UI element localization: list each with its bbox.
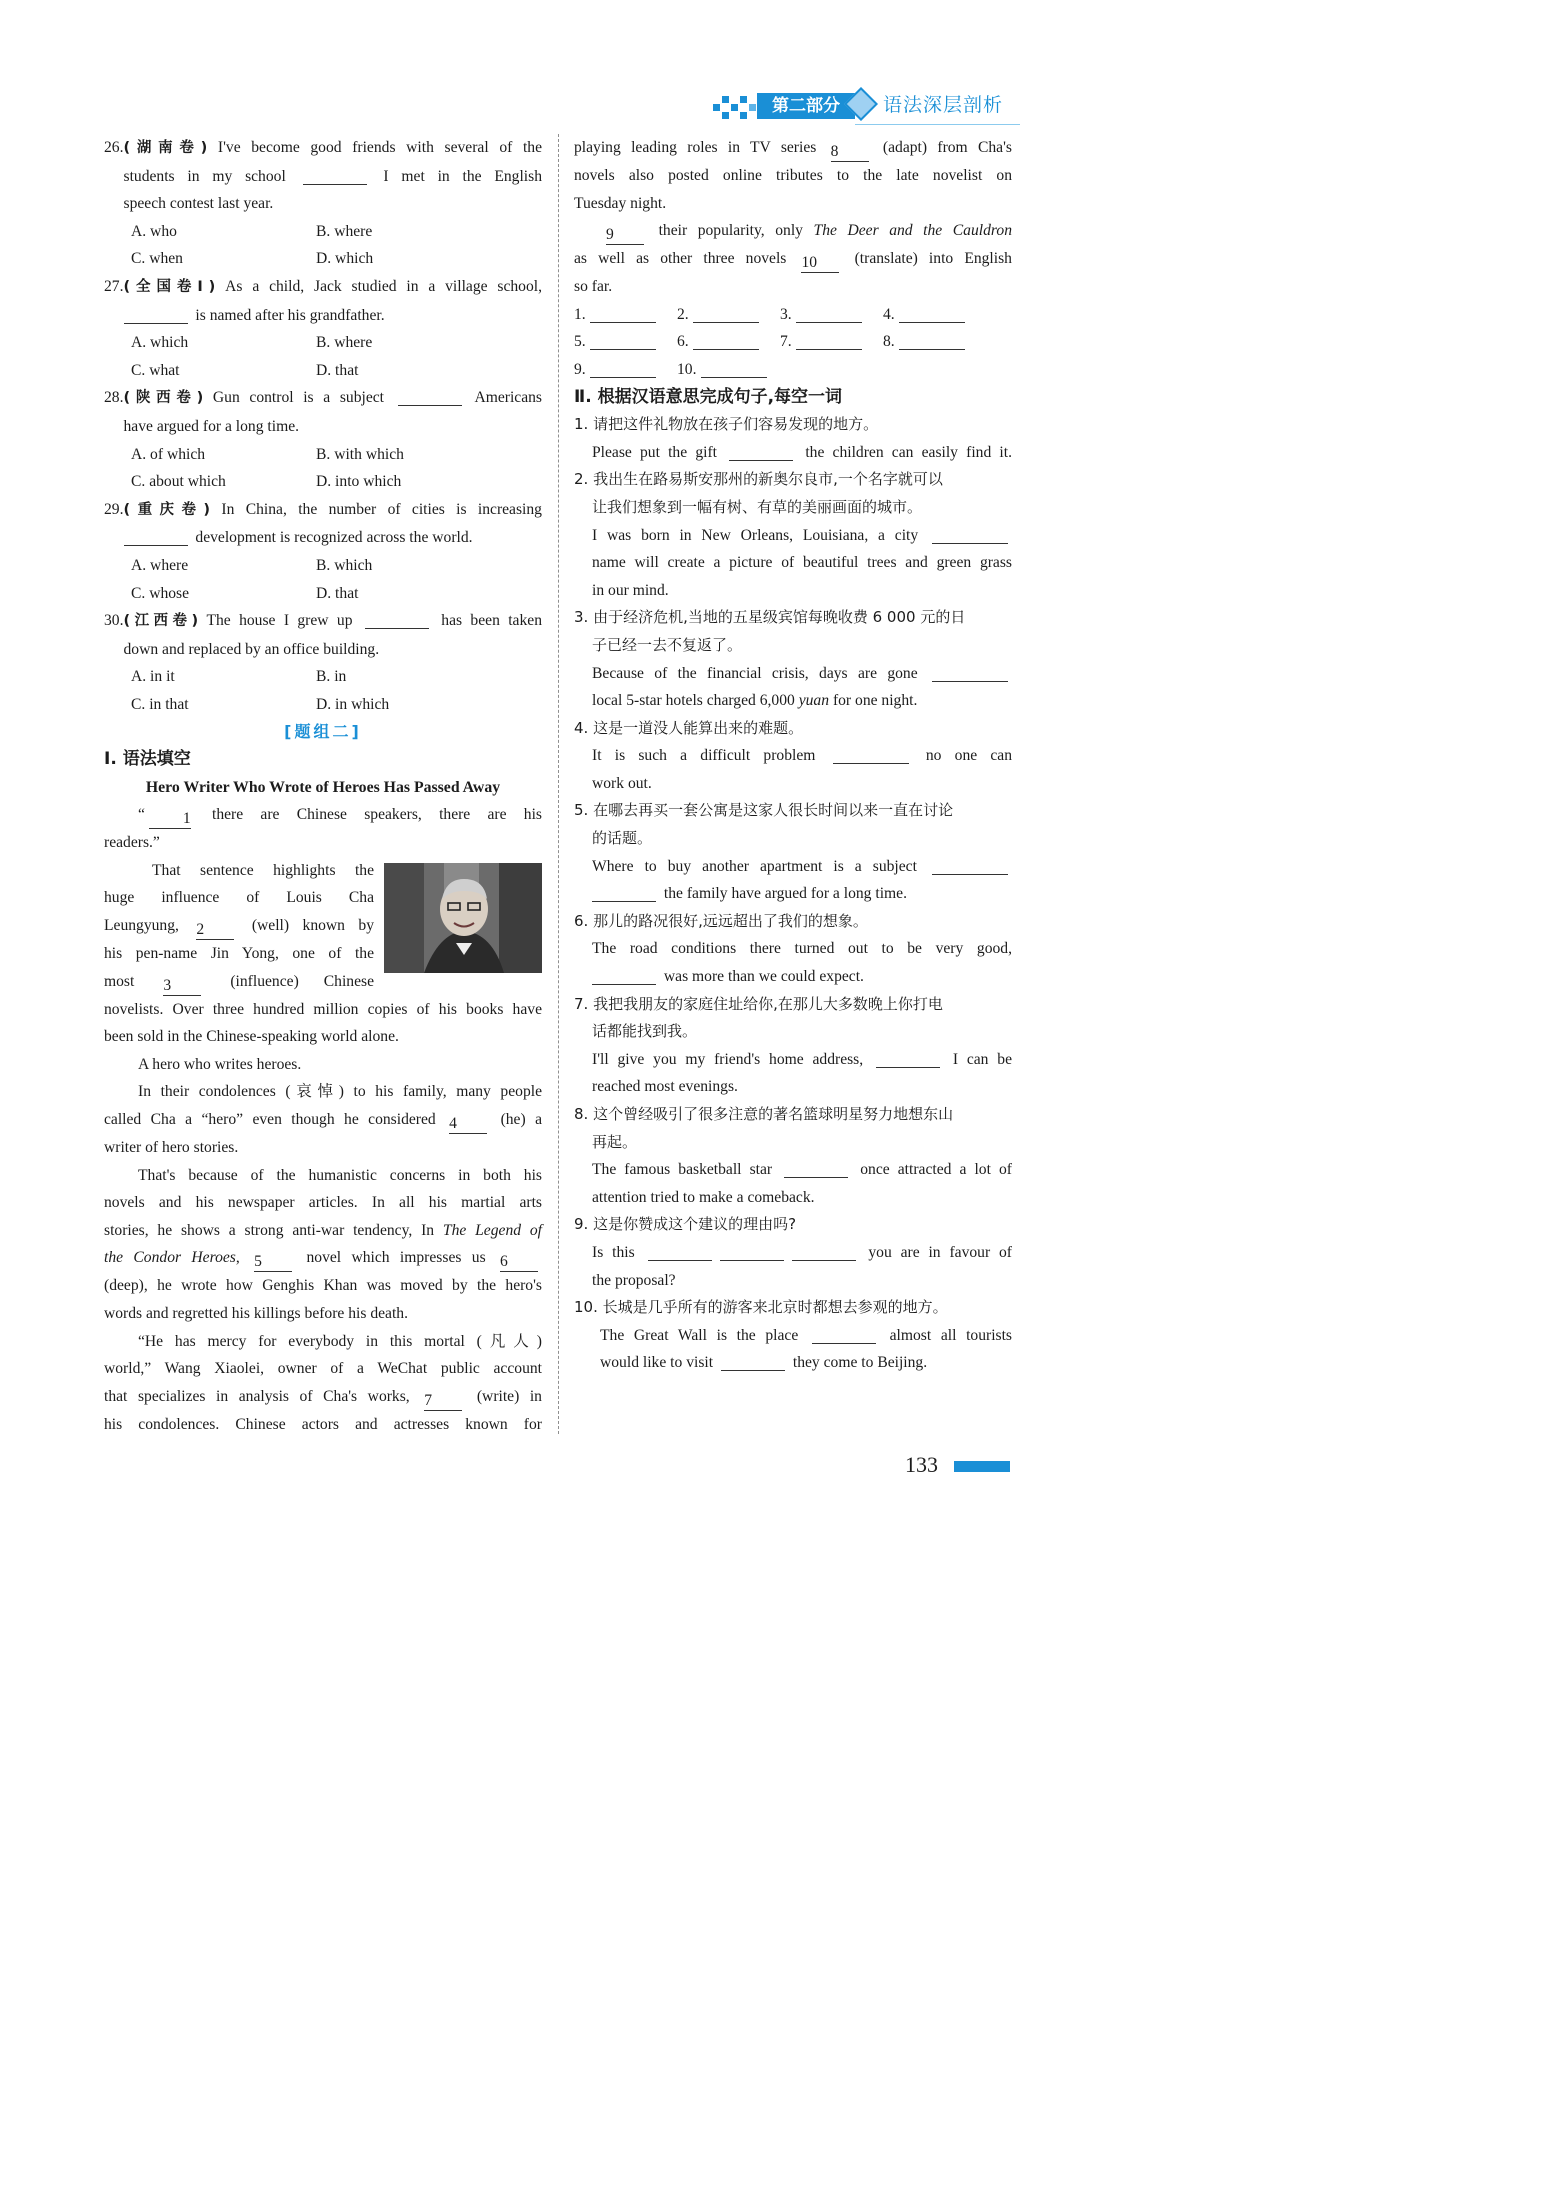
blank-number: 8 bbox=[830, 143, 839, 160]
pixel-squares-icon bbox=[713, 94, 761, 120]
sentence-text: the proposal? bbox=[592, 1271, 676, 1289]
question-text: has been taken bbox=[441, 612, 542, 630]
question-source: (湖南卷) bbox=[123, 140, 208, 156]
article-text: so far. bbox=[574, 278, 613, 296]
article-text: stories, he shows a strong anti-war tendency, In bbox=[104, 1221, 435, 1239]
sentence-text: work out. bbox=[592, 774, 652, 792]
question-text: students in my school bbox=[123, 167, 286, 185]
article-text: That sentence highlights the bbox=[152, 861, 374, 879]
article-text: “He has mercy for everybody in this mortal (凡人) bbox=[138, 1332, 542, 1350]
author-portrait-photo bbox=[384, 863, 542, 973]
sentence-text: once attracted a lot of bbox=[860, 1161, 1012, 1179]
answer-blank[interactable] bbox=[592, 966, 656, 985]
blank-number: 1 bbox=[182, 810, 191, 828]
article-text: (influence) Chinese bbox=[230, 972, 374, 990]
question-30 bbox=[104, 607, 542, 663]
article-text: That's because of the humanistic concerns in both his bbox=[138, 1166, 542, 1184]
answer-label: 9. bbox=[574, 360, 586, 378]
sentence-text: The road conditions there turned out to be very good, bbox=[592, 940, 1012, 958]
sentence-8-chinese: 8. 这个曾经吸引了很多注意的著名篮球明星努力地想东山 bbox=[574, 1105, 954, 1123]
sentence-text: no one can bbox=[925, 747, 1013, 765]
sentence-5-chinese: 5. 在哪去再买一套公寓是这家人很长时间以来一直在讨论 bbox=[574, 801, 954, 820]
answer-line[interactable] bbox=[590, 304, 656, 323]
answer-line[interactable] bbox=[796, 331, 862, 350]
sentence-text: Because of the financial crisis, days are gone bbox=[592, 664, 918, 682]
answer-line[interactable] bbox=[796, 304, 862, 323]
question-number: 30. bbox=[104, 612, 124, 630]
article-text: Tuesday night. bbox=[574, 194, 667, 212]
right-column bbox=[574, 134, 1012, 1377]
sentence-2-chinese: 2. 我出生在路易斯安那州的新奥尔良市,一个名字就可以 bbox=[574, 470, 943, 489]
blank-number: 2 bbox=[196, 921, 205, 939]
answer-label: 3. bbox=[780, 305, 792, 323]
book-title: The Deer and the Cauldron bbox=[813, 222, 1012, 240]
book-title: The Legend of bbox=[442, 1221, 542, 1239]
article-text: his condolences. Chinese actors and actresses known for bbox=[104, 1415, 542, 1433]
answer-blank[interactable] bbox=[365, 610, 429, 629]
sentence-10-chinese: 10. 长城是几乎所有的游客来北京时都想去参观的地方。 bbox=[574, 1298, 948, 1317]
answer-label: 6. bbox=[677, 333, 689, 351]
article-text: playing leading roles in TV series bbox=[574, 139, 817, 156]
answer-blank[interactable] bbox=[932, 856, 1008, 875]
option-b[interactable]: B. where bbox=[316, 334, 373, 352]
sentence-text: for one night. bbox=[832, 692, 918, 710]
option-d[interactable]: D. that bbox=[316, 584, 359, 602]
answer-label: 8. bbox=[883, 333, 895, 351]
header-part-label: 第二部分 bbox=[757, 93, 855, 119]
question-text: Americans bbox=[474, 389, 542, 407]
answer-blank-5[interactable] bbox=[254, 1253, 292, 1272]
option-a[interactable]: A. which bbox=[131, 334, 189, 352]
answer-blank[interactable] bbox=[721, 1352, 785, 1371]
article-paragraph-with-photo bbox=[104, 857, 542, 996]
option-a[interactable]: A. of which bbox=[131, 445, 206, 463]
article-text: huge influence of Louis Cha bbox=[104, 889, 374, 907]
answer-label: 1. bbox=[574, 305, 586, 323]
answer-blank[interactable] bbox=[592, 883, 656, 902]
question-27 bbox=[104, 273, 542, 329]
question-number: 26. bbox=[104, 139, 124, 156]
sentence-text: you are in favour of bbox=[868, 1243, 1012, 1261]
answer-line[interactable] bbox=[899, 331, 965, 350]
article-text: A hero who writes heroes. bbox=[138, 1055, 302, 1073]
article-text: (well) known by bbox=[251, 917, 375, 935]
sentence-2-chinese: 让我们想象到一幅有树、有草的美丽画面的城市。 bbox=[592, 497, 923, 516]
blank-number: 9 bbox=[606, 226, 614, 244]
sentence-text: reached most evenings. bbox=[592, 1078, 738, 1096]
textbook-page bbox=[0, 0, 1103, 1548]
question-number: 28. bbox=[104, 389, 124, 407]
question-text: have argued for a long time. bbox=[123, 417, 300, 435]
option-c[interactable]: C. in that bbox=[131, 695, 189, 713]
article-text: most bbox=[104, 972, 135, 990]
page-number-bar bbox=[954, 1461, 1010, 1472]
answer-blank-10[interactable] bbox=[801, 254, 839, 273]
answer-line[interactable] bbox=[899, 304, 965, 323]
option-d[interactable]: D. that bbox=[316, 361, 359, 379]
answer-label: 10. bbox=[677, 360, 697, 378]
option-b[interactable]: B. in bbox=[316, 668, 347, 686]
answer-line[interactable] bbox=[590, 331, 656, 350]
answer-blank[interactable] bbox=[303, 166, 367, 185]
article-text: been sold in the Chinese-speaking world alone. bbox=[104, 1028, 399, 1046]
article-text: (deep), he wrote how Genghis Khan was moved by the hero's bbox=[104, 1277, 542, 1295]
article-text: In their condolences (哀悼) to his family, many people bbox=[138, 1083, 542, 1101]
sentence-text: almost all tourists bbox=[889, 1326, 1012, 1344]
answer-blank[interactable] bbox=[729, 442, 793, 461]
answer-blank[interactable] bbox=[792, 1242, 856, 1261]
answer-sheet bbox=[574, 301, 1012, 384]
question-source: (陕西卷) bbox=[123, 390, 204, 407]
sentence-text: I was born in New Orleans, Louisiana, a city bbox=[592, 526, 919, 544]
sentence-text: was more than we could expect. bbox=[663, 968, 864, 986]
answer-label: 5. bbox=[574, 333, 586, 351]
sentence-5-chinese: 的话题。 bbox=[592, 829, 653, 848]
option-d[interactable]: D. in which bbox=[316, 695, 390, 713]
question-source: (重庆卷) bbox=[123, 501, 211, 518]
answer-line[interactable] bbox=[590, 359, 656, 378]
answer-blank-9[interactable] bbox=[606, 226, 644, 245]
header-title: 语法深层剖析 bbox=[883, 94, 1004, 116]
answer-blank-8[interactable] bbox=[831, 143, 869, 162]
page-number: 133 bbox=[905, 1452, 938, 1477]
question-text: development is recognized across the world. bbox=[195, 529, 473, 547]
option-a[interactable]: A. in it bbox=[131, 668, 175, 686]
option-d[interactable]: D. into which bbox=[316, 473, 402, 491]
answer-blank[interactable] bbox=[833, 745, 909, 764]
option-d[interactable]: D. which bbox=[316, 250, 374, 268]
sentence-8-chinese: 再起。 bbox=[592, 1132, 638, 1151]
question-source: (全国卷Ⅰ) bbox=[123, 278, 216, 295]
article-text: their popularity, only bbox=[658, 222, 803, 240]
answer-blank[interactable] bbox=[784, 1159, 848, 1178]
sentence-9-chinese: 9. 这是你赞成这个建议的理由吗? bbox=[574, 1215, 797, 1234]
sentence-7-chinese: 话都能找到我。 bbox=[592, 1022, 698, 1041]
sentence-6-chinese: 6. 那儿的路况很好,远远超出了我们的想象。 bbox=[574, 911, 868, 930]
sentence-text: name will create a picture of beautiful trees and green grass bbox=[592, 554, 1012, 572]
article-text: Leungyung, bbox=[104, 917, 179, 935]
sentence-text: Please put the gift bbox=[592, 443, 717, 461]
article-text: (write) in bbox=[476, 1387, 542, 1405]
sentence-text: they come to Beijing. bbox=[792, 1354, 928, 1372]
question-text: Gun control is a subject bbox=[212, 389, 384, 407]
answer-blank[interactable] bbox=[932, 663, 1008, 682]
option-c[interactable]: C. whose bbox=[131, 584, 190, 602]
page-header bbox=[705, 88, 1025, 124]
sentence-text: The famous basketball star bbox=[592, 1161, 773, 1179]
question-26 bbox=[104, 134, 542, 218]
option-a[interactable]: A. who bbox=[131, 222, 177, 240]
article-text: there are Chinese speakers, there are his bbox=[211, 806, 542, 824]
sentence-text: in our mind. bbox=[592, 581, 669, 599]
answer-label: 2. bbox=[677, 305, 689, 323]
sentence-text: Where to buy another apartment is a subject bbox=[592, 857, 917, 875]
blank-number: 7 bbox=[424, 1391, 433, 1409]
question-text: As a child, Jack studied in a village school, bbox=[225, 277, 543, 295]
option-c[interactable]: C. when bbox=[131, 250, 183, 268]
option-c[interactable]: C. what bbox=[131, 361, 180, 379]
article-text: called Cha a “hero” even though he considered bbox=[104, 1111, 436, 1128]
sentence-text: the children can easily find it. bbox=[805, 443, 1012, 461]
question-text: is named after his grandfather. bbox=[195, 306, 385, 324]
answer-blank-3[interactable] bbox=[163, 977, 201, 996]
article-text: novels and his newspaper articles. In all his martial arts bbox=[104, 1194, 542, 1212]
sentence-text: yuan bbox=[798, 692, 830, 710]
article-text: words and regretted his killings before his death. bbox=[104, 1304, 409, 1322]
question-text: speech contest last year. bbox=[123, 195, 274, 213]
answer-blank[interactable] bbox=[812, 1325, 876, 1344]
sentence-text: attention tried to make a comeback. bbox=[592, 1188, 815, 1206]
article-text: as well as other three novels bbox=[574, 250, 787, 268]
options-30 bbox=[104, 663, 542, 718]
group-heading: [题组二] bbox=[284, 722, 362, 742]
question-number: 29. bbox=[104, 500, 124, 518]
sentence-4-chinese: 4. 这是一道没人能算出来的难题。 bbox=[574, 718, 804, 737]
answer-blank-6[interactable] bbox=[500, 1253, 538, 1272]
option-b[interactable]: B. where bbox=[316, 222, 373, 240]
question-text: The house I grew up bbox=[206, 612, 353, 630]
sentence-text: Is this bbox=[592, 1243, 635, 1261]
question-text: down and replaced by an office building. bbox=[123, 640, 380, 658]
answer-blank[interactable] bbox=[876, 1049, 940, 1068]
header-rule bbox=[855, 124, 1020, 125]
column-divider bbox=[558, 134, 559, 1434]
sentence-text: It is such a difficult problem bbox=[592, 747, 816, 765]
article-text: novel which impresses us bbox=[306, 1249, 486, 1267]
blank-number: 4 bbox=[449, 1115, 457, 1132]
article-text: (adapt) from Cha's bbox=[882, 139, 1012, 156]
answer-blank-2[interactable] bbox=[196, 921, 234, 940]
sentence-1-chinese: 1. 请把这件礼物放在孩子们容易发现的地方。 bbox=[574, 415, 879, 434]
blank-number: 10 bbox=[801, 254, 818, 272]
question-29 bbox=[104, 496, 542, 552]
answer-blank[interactable] bbox=[720, 1242, 784, 1261]
answer-line[interactable] bbox=[693, 331, 759, 350]
question-text: In China, the number of cities is increasing bbox=[221, 500, 542, 518]
question-number: 27. bbox=[104, 277, 124, 295]
answer-blank[interactable] bbox=[932, 525, 1008, 544]
blank-number: 6 bbox=[500, 1253, 508, 1271]
article-paragraph bbox=[104, 801, 542, 829]
sentence-text: The Great Wall is the place bbox=[600, 1326, 799, 1344]
answer-blank[interactable] bbox=[398, 387, 462, 406]
question-source: (江西卷) bbox=[123, 613, 199, 630]
article-text: (translate) into English bbox=[854, 250, 1012, 268]
sentence-text: local 5-star hotels charged 6,000 bbox=[592, 692, 795, 710]
article-text: his pen-name Jin Yong, one of the bbox=[104, 945, 374, 963]
answer-line[interactable] bbox=[701, 359, 767, 378]
option-a[interactable]: A. where bbox=[131, 556, 189, 574]
options-29 bbox=[104, 552, 542, 607]
options-27 bbox=[104, 329, 542, 384]
answer-blank-4[interactable] bbox=[449, 1115, 487, 1134]
sentence-text: would like to visit bbox=[600, 1354, 714, 1372]
article-text: novelists. Over three hundred million copies of his books have bbox=[104, 1000, 542, 1018]
quote-mark: “ bbox=[138, 806, 145, 824]
answer-label: 7. bbox=[780, 333, 792, 351]
sentence-7-chinese: 7. 我把我朋友的家庭住址给你,在那儿大多数晚上你打电 bbox=[574, 994, 943, 1013]
blank-number: 5 bbox=[254, 1253, 262, 1271]
sentence-3-chinese: 子已经一去不复返了。 bbox=[592, 635, 743, 654]
sentence-text: the family have argued for a long time. bbox=[663, 885, 907, 903]
article-text: world,” Wang Xiaolei, owner of a WeChat public account bbox=[104, 1360, 542, 1378]
sentence-text: I can be bbox=[952, 1050, 1012, 1068]
sentence-3-chinese: 3. 由于经济危机,当地的五星级宾馆每晚收费 6 000 元的日 bbox=[574, 608, 966, 627]
section-heading: Ⅰ. 语法填空 bbox=[104, 749, 191, 770]
sentence-text: I'll give you my friend's home address, bbox=[592, 1050, 864, 1068]
answer-blank[interactable] bbox=[124, 527, 188, 546]
option-c[interactable]: C. about which bbox=[131, 473, 226, 491]
answer-blank-7[interactable] bbox=[424, 1392, 462, 1411]
article-title: Hero Writer Who Wrote of Heroes Has Passed Away bbox=[145, 778, 501, 796]
question-text: I met in the English bbox=[383, 167, 543, 185]
question-text: I've become good friends with several of the bbox=[217, 139, 542, 156]
article-text: (he) a bbox=[500, 1111, 542, 1128]
article-text: readers.” bbox=[104, 834, 160, 852]
option-b[interactable]: B. which bbox=[316, 556, 373, 574]
article-text: novels also posted online tributes to the late novelist on bbox=[574, 167, 1012, 184]
options-26 bbox=[104, 218, 542, 273]
article-text: that specializes in analysis of Cha's works, bbox=[104, 1387, 410, 1405]
left-column bbox=[104, 134, 542, 1438]
book-title: the Condor Heroes bbox=[104, 1249, 236, 1267]
answer-line[interactable] bbox=[693, 304, 759, 323]
blank-number: 3 bbox=[163, 976, 172, 994]
answer-blank[interactable] bbox=[124, 305, 188, 324]
question-28 bbox=[104, 384, 542, 440]
answer-blank-1[interactable] bbox=[149, 810, 191, 829]
options-28 bbox=[104, 441, 542, 496]
answer-label: 4. bbox=[883, 305, 895, 323]
option-b[interactable]: B. with which bbox=[316, 445, 404, 463]
article-text: writer of hero stories. bbox=[104, 1139, 239, 1156]
answer-blank[interactable] bbox=[648, 1242, 712, 1261]
section-heading: Ⅱ. 根据汉语意思完成句子,每空一词 bbox=[574, 386, 843, 407]
article-text: , bbox=[235, 1249, 240, 1267]
